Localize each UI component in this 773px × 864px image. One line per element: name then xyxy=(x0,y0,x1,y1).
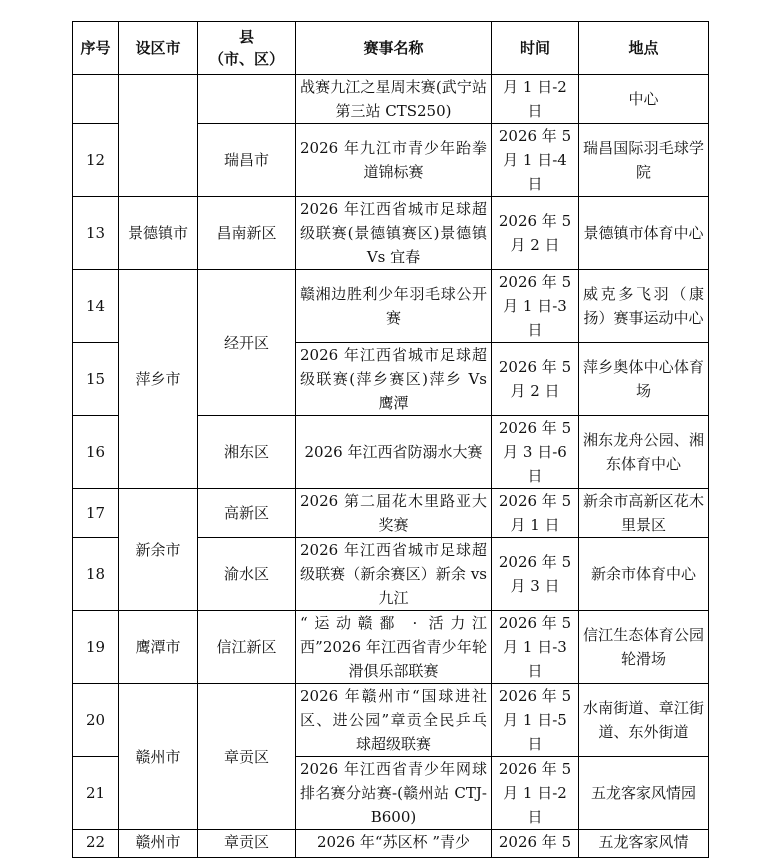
cell-place: 中心 xyxy=(579,75,709,124)
cell-county: 信江新区 xyxy=(198,611,296,684)
cell-place: 新余市体育中心 xyxy=(579,538,709,611)
cell-seq: 21 xyxy=(73,757,119,830)
table-row xyxy=(73,830,709,858)
table-row xyxy=(73,489,709,538)
cell-county: 章贡区 xyxy=(198,684,296,830)
cell-seq: 14 xyxy=(73,270,119,343)
cell-event: 2026 年江西省城市足球超级联赛（新余赛区）新余 vs 九江 xyxy=(296,538,492,611)
cell-place: 湘东龙舟公园、湘东体育中心 xyxy=(579,416,709,489)
events-table xyxy=(72,21,709,858)
cell-time: 2026 年 5 月 3 日 xyxy=(492,538,579,611)
header-place: 地点 xyxy=(579,22,709,75)
cell-seq: 13 xyxy=(73,197,119,270)
cell-place: 威克多飞羽（康扬）赛事运动中心 xyxy=(579,270,709,343)
cell-county xyxy=(198,75,296,124)
cell-time: 2026 年 5 月 1 日-5 日 xyxy=(492,684,579,757)
cell-event: 2026 年江西省防溺水大赛 xyxy=(296,416,492,489)
cell-place: 新余市高新区花木里景区 xyxy=(579,489,709,538)
cell-event: 2026 第二届花木里路亚大奖赛 xyxy=(296,489,492,538)
cell-place: 水南街道、章江街道、东外街道 xyxy=(579,684,709,757)
cell-county: 渝水区 xyxy=(198,538,296,611)
cell-event: “运动赣鄱 · 活力江西”2026 年江西省青少年轮滑俱乐部联赛 xyxy=(296,611,492,684)
table-row xyxy=(73,75,709,124)
header-city: 设区市 xyxy=(119,22,198,75)
cell-place: 信江生态体育公园轮滑场 xyxy=(579,611,709,684)
cell-city: 萍乡市 xyxy=(119,270,198,489)
header-county-line2: （市、区） xyxy=(208,50,284,68)
cell-time: 2026 年 5 月 1 日-4 日 xyxy=(492,124,579,197)
cell-place: 景德镇市体育中心 xyxy=(579,197,709,270)
cell-seq: 22 xyxy=(73,830,119,858)
cell-county: 经开区 xyxy=(198,270,296,416)
cell-place: 五龙客家风情园 xyxy=(579,757,709,830)
cell-county: 章贡区 xyxy=(198,830,296,858)
cell-seq: 19 xyxy=(73,611,119,684)
cell-event: 2026 年“苏区杯 ”青少 xyxy=(296,830,492,858)
cell-event: 2026 年江西省城市足球超级联赛(景德镇赛区)景德镇 Vs 宜春 xyxy=(296,197,492,270)
cell-city: 鹰潭市 xyxy=(119,611,198,684)
header-time: 时间 xyxy=(492,22,579,75)
cell-county: 昌南新区 xyxy=(198,197,296,270)
cell-time: 2026 年 5 月 1 日-2 日 xyxy=(492,757,579,830)
cell-seq: 20 xyxy=(73,684,119,757)
cell-seq: 18 xyxy=(73,538,119,611)
cell-place: 萍乡奥体中心体育场 xyxy=(579,343,709,416)
cell-seq xyxy=(73,75,119,124)
cell-city: 赣州市 xyxy=(119,830,198,858)
cell-city: 新余市 xyxy=(119,489,198,611)
cell-time: 2026 年 5 月 3 日-6 日 xyxy=(492,416,579,489)
cell-time: 月 1 日-2 日 xyxy=(492,75,579,124)
cell-city: 景德镇市 xyxy=(119,197,198,270)
cell-event: 2026 年赣州市“国球进社区、进公园”章贡全民乒乓球超级联赛 xyxy=(296,684,492,757)
cell-event: 2026 年江西省城市足球超级联赛(萍乡赛区)萍乡 Vs 鹰潭 xyxy=(296,343,492,416)
cell-event: 赣湘边胜利少年羽毛球公开赛 xyxy=(296,270,492,343)
header-seq: 序号 xyxy=(73,22,119,75)
table-row xyxy=(73,197,709,270)
cell-event: 2026 年江西省青少年网球排名赛分站赛-(赣州站 CTJ-B600) xyxy=(296,757,492,830)
header-row xyxy=(73,22,709,75)
table-row xyxy=(73,270,709,343)
cell-time: 2026 年 5 xyxy=(492,830,579,858)
cell-seq: 17 xyxy=(73,489,119,538)
cell-time: 2026 年 5 月 1 日-3 日 xyxy=(492,611,579,684)
cell-event: 2026 年九江市青少年跆拳道锦标赛 xyxy=(296,124,492,197)
cell-county: 高新区 xyxy=(198,489,296,538)
cell-time: 2026 年 5 月 2 日 xyxy=(492,343,579,416)
table-row xyxy=(73,684,709,757)
cell-place: 五龙客家风情 xyxy=(579,830,709,858)
cell-seq: 15 xyxy=(73,343,119,416)
cell-time: 2026 年 5 月 1 日-3 日 xyxy=(492,270,579,343)
cell-place: 瑞昌国际羽毛球学院 xyxy=(579,124,709,197)
cell-city xyxy=(119,75,198,197)
cell-county: 瑞昌市 xyxy=(198,124,296,197)
header-county xyxy=(198,22,296,75)
cell-seq: 12 xyxy=(73,124,119,197)
header-event: 赛事名称 xyxy=(296,22,492,75)
header-county-line1: 县 xyxy=(238,28,254,46)
cell-time: 2026 年 5 月 1 日 xyxy=(492,489,579,538)
cell-event: 战赛九江之星周末赛(武宁站 第三站 CTS250) xyxy=(296,75,492,124)
cell-city: 赣州市 xyxy=(119,684,198,830)
cell-seq: 16 xyxy=(73,416,119,489)
cell-county: 湘东区 xyxy=(198,416,296,489)
table-row xyxy=(73,611,709,684)
cell-time: 2026 年 5 月 2 日 xyxy=(492,197,579,270)
